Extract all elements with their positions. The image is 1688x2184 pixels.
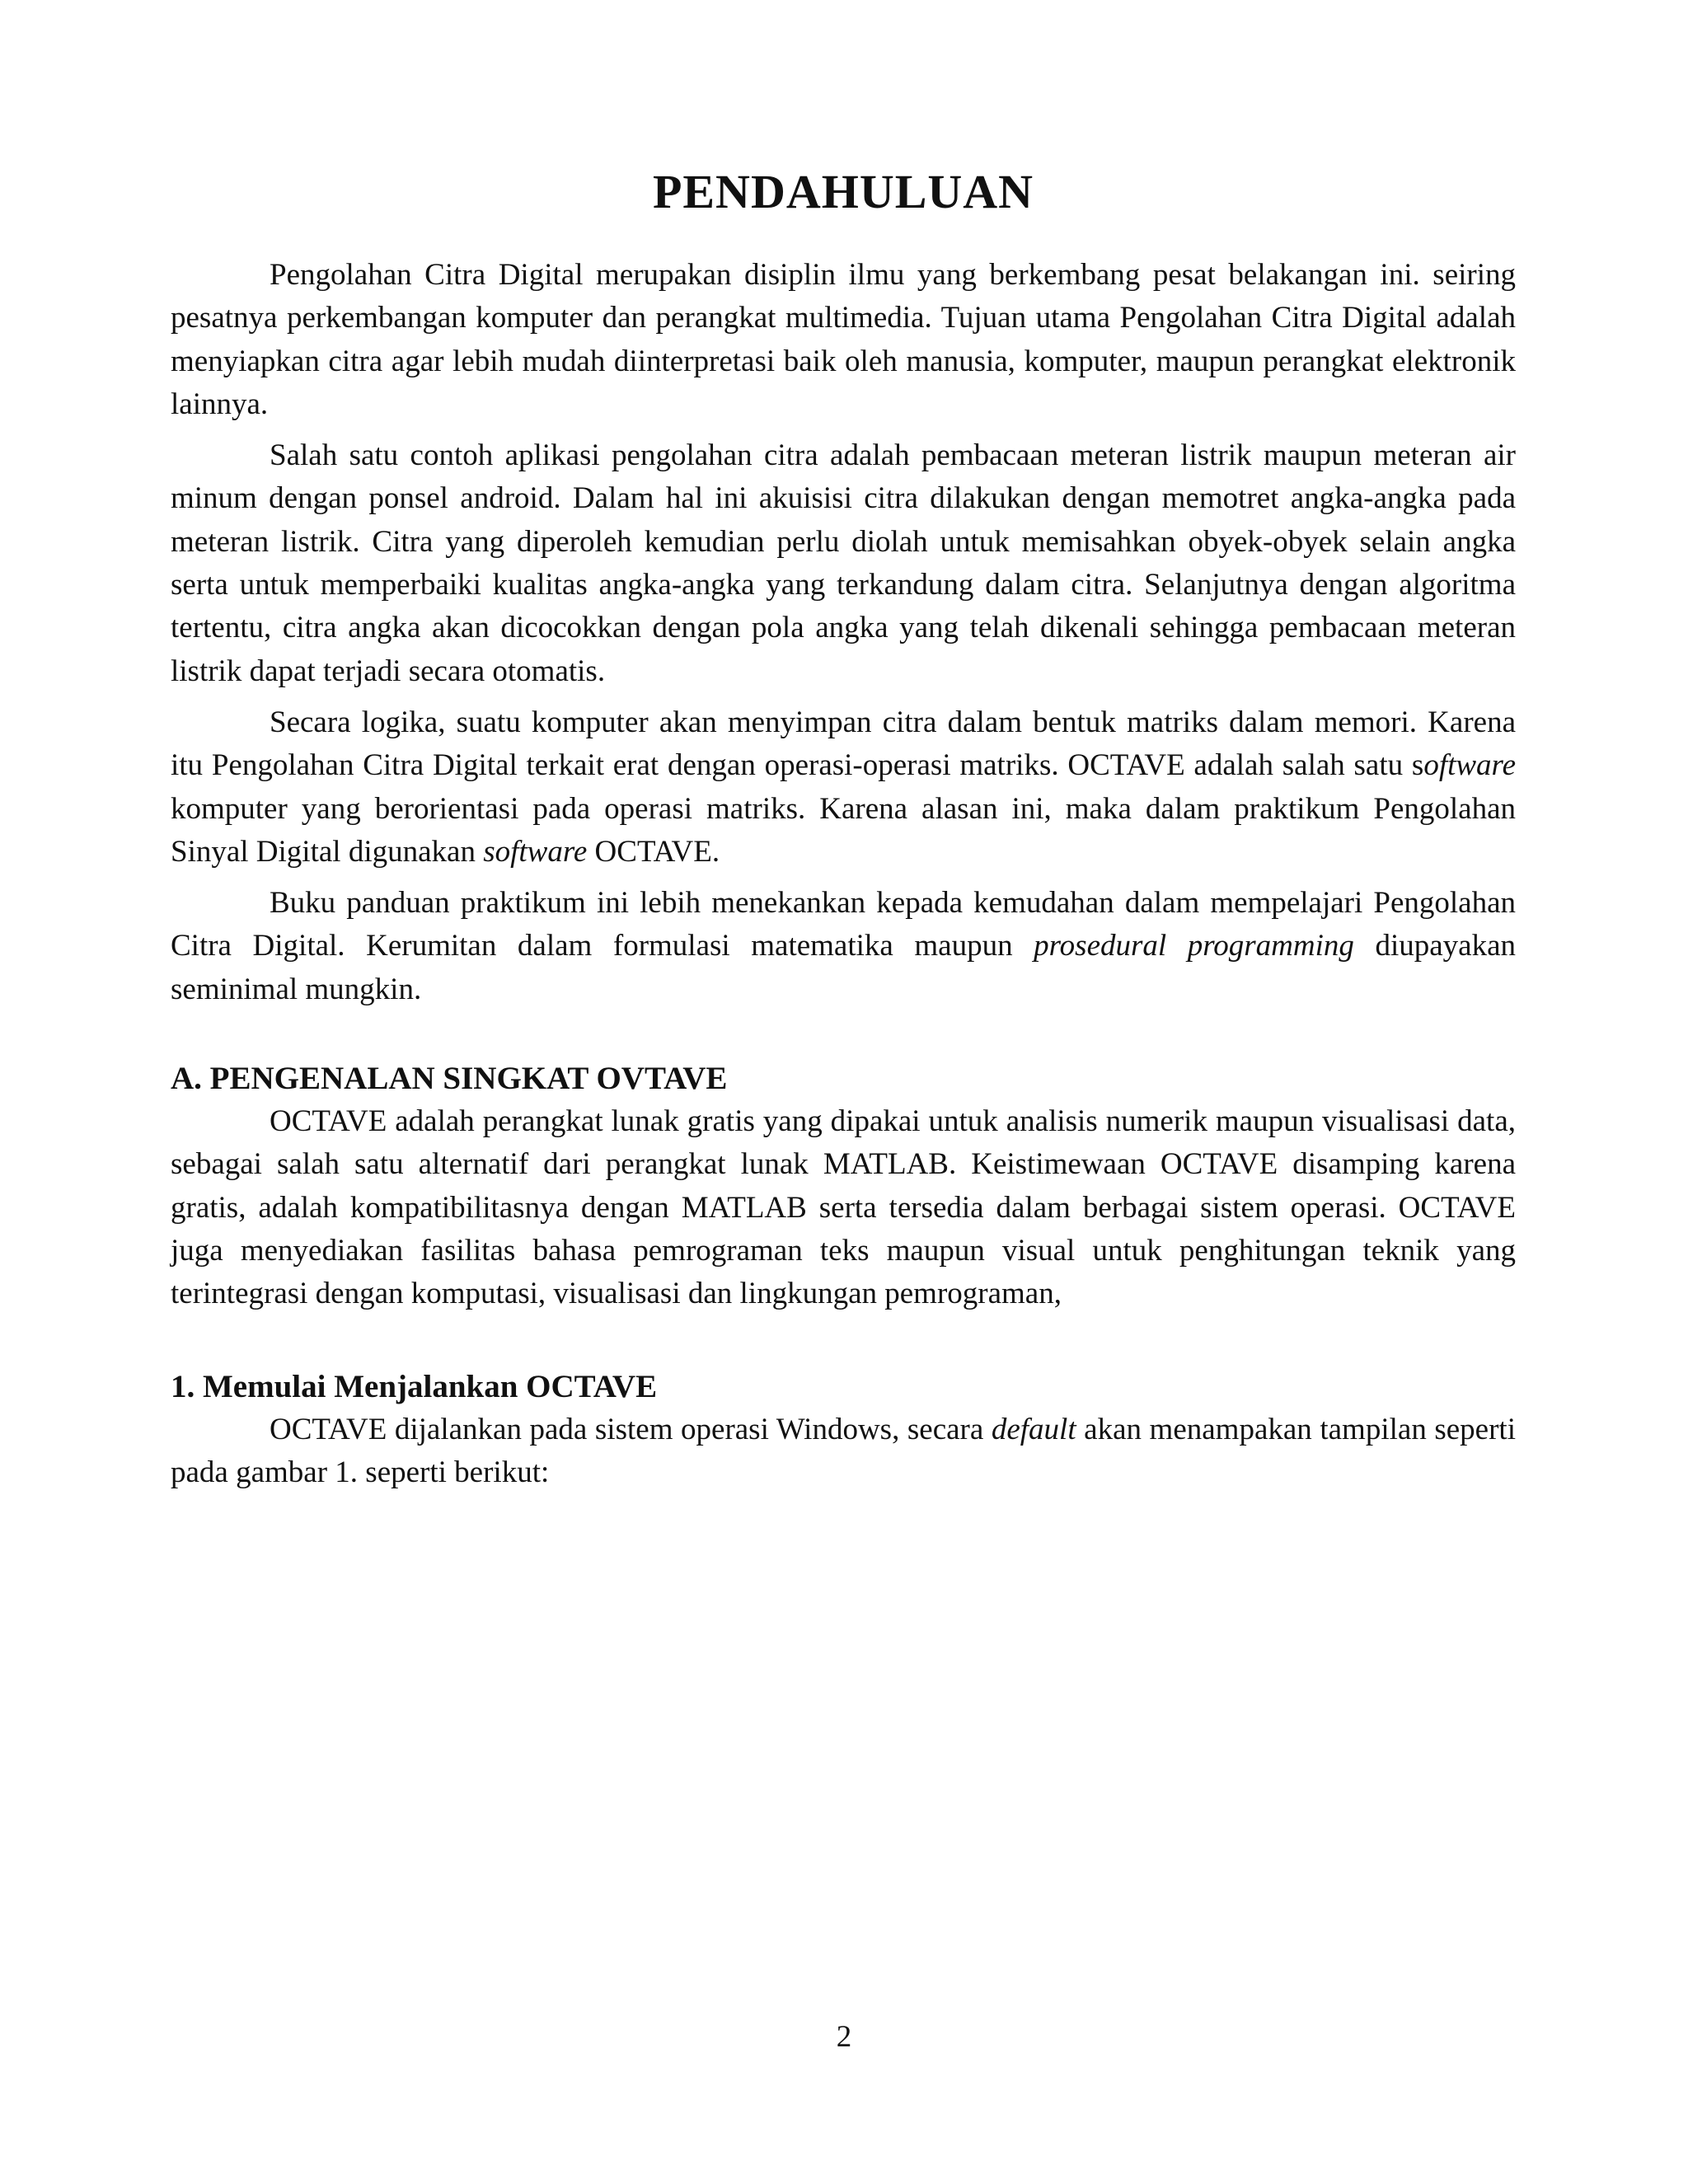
intro-paragraph-4 <box>171 882 1516 1011</box>
page-number: 2 <box>836 2020 852 2054</box>
intro-paragraph-3-text-3: OCTAVE. <box>587 834 720 869</box>
intro-paragraph-2: Salah satu contoh aplikasi pengolahan citra adalah pembacaan meteran listrik maupun meteran air minum dengan ponsel android. Dalam hal ini akuisisi citra dilakukan dengan memotret angka-angka pada meteran listrik. Citra yang diperoleh kemudian perlu diolah untuk memisahkan obyek-obyek selain angka serta untuk memperbaiki kualitas angka-angka yang terkandung dalam citra. Selanjutnya dengan algoritma tertentu, citra angka akan dicocokkan dengan pola angka yang telah dikenali sehingga pembacaan meteran listrik dapat terjadi secara otomatis. <box>171 438 1516 688</box>
section-1-paragraph-text-1: OCTAVE dijalankan pada sistem operasi Windows, secara <box>270 1412 992 1446</box>
section-a-paragraph: OCTAVE adalah perangkat lunak gratis yang dipakai untuk analisis numerik maupun visualisasi data, sebagai salah satu alternatif dari perangkat lunak MATLAB. Keistimewaan OCTAVE disamping karena gratis, adalah kompatibilitasnya dengan MATLAB serta tersedia dalam berbagai sistem operasi. OCTAVE juga menyediakan fasilitas bahasa pemrograman teks maupun visual untuk penghitungan teknik yang terintegrasi dengan komputasi, visualisasi dan lingkungan pemrograman, <box>171 1104 1516 1311</box>
intro-paragraph-3-italic-2: software <box>483 834 588 869</box>
section-1-heading: 1. Memulai Menjalankan OCTAVE <box>171 1368 658 1404</box>
section-1-paragraph-text-2: akan menampakan tampilan seperti pada gambar 1. seperti berikut: <box>171 1412 1516 1489</box>
intro-paragraph-3-text-2: komputer yang berorientasi pada operasi matriks. Karena alasan ini, maka dalam praktikum Pengolahan Sinyal Digital digunakan <box>171 791 1516 869</box>
intro-paragraph-3 <box>171 701 1516 874</box>
page-content <box>171 162 1516 1494</box>
page-title: PENDAHULUAN <box>652 165 1034 218</box>
intro-paragraph-4-italic-1: prosedural programming <box>1034 929 1354 963</box>
intro-paragraph-3-italic-1: oftware <box>1423 748 1516 783</box>
intro-paragraph-4-text-2: diupayakan seminimal mungkin. <box>171 929 1516 1006</box>
intro-paragraph-1: Pengolahan Citra Digital merupakan disiplin ilmu yang berkembang pesat belakangan ini. seiring pesatnya perkembangan komputer dan perangkat multimedia. Tujuan utama Pengolahan Citra Digital adalah menyiapkan citra agar lebih mudah diinterpretasi baik oleh manusia, komputer, maupun perangkat elektronik lainnya. <box>171 258 1516 421</box>
intro-paragraph-3-text-1: Secara logika, suatu komputer akan menyimpan citra dalam bentuk matriks dalam memori. Karena itu Pengolahan Citra Digital terkait erat dengan operasi-operasi matriks. OCTAVE adalah salah satu s <box>171 705 1516 783</box>
section-1-paragraph <box>171 1408 1516 1495</box>
intro-paragraph-4-text-1: Buku panduan praktikum ini lebih menekankan kepada kemudahan dalam mempelajari Pengolahan Citra Digital. Kerumitan dalam formulasi matematika maupun <box>171 886 1516 963</box>
section-a-heading: A. PENGENALAN SINGKAT OVTAVE <box>171 1061 728 1097</box>
section-1-paragraph-italic-1: default <box>991 1412 1076 1446</box>
